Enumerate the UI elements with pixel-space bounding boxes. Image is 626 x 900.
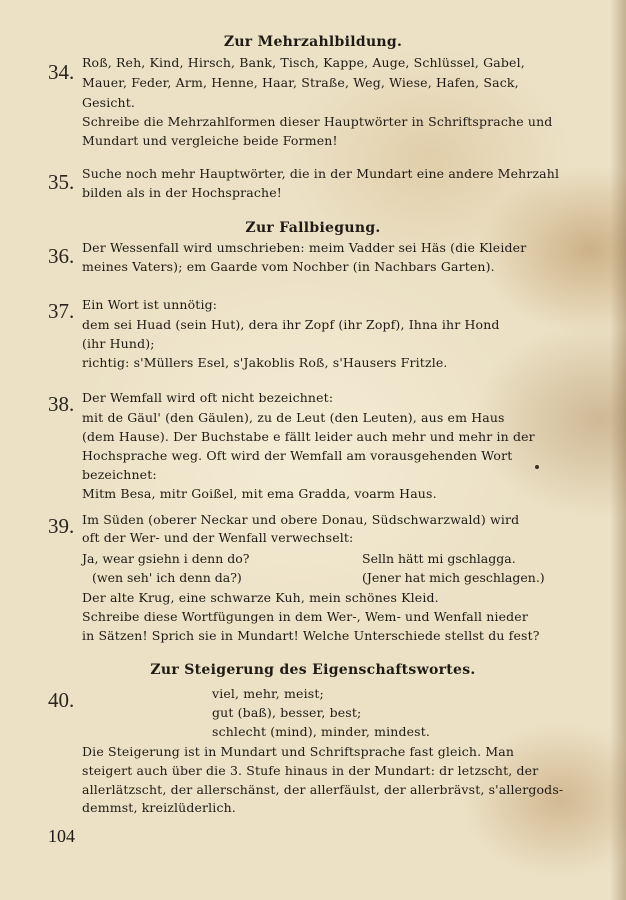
exercise-35-line-2: bilden als in der Hochsprache! — [82, 185, 282, 200]
exercise-37-line-3: (ihr Hund); — [82, 336, 155, 351]
heading-fallbiegung: Zur Fallbiegung. — [245, 220, 381, 236]
exercise-number-38: 38. — [48, 392, 75, 416]
exercise-number-35: 35. — [48, 170, 75, 194]
heading-mehrzahlbildung: Zur Mehrzahlbildung. — [223, 34, 403, 50]
ink-speck — [535, 465, 539, 469]
exercise-34-line-2: Mauer, Feder, Arm, Henne, Haar, Straße, Weg, Wiese, Hafen, Sack, — [82, 75, 519, 90]
exercise-number-37: 37. — [48, 299, 75, 323]
exercise-36-line-2: meines Vaters); em Gaarde vom Nochber (in Nachbars Garten). — [82, 259, 495, 274]
exercise-38-line-4: Hochsprache weg. Oft wird der Wemfall am vorausgehenden Wort — [82, 448, 513, 463]
exercise-39-line-5: in Sätzen! Sprich sie in Mundart! Welche Unterschiede stellst du fest? — [82, 628, 540, 643]
exercise-38-line-6: Mitm Besa, mitr Goißel, mit ema Gradda, voarm Haus. — [82, 486, 437, 501]
exercise-39-example-standard-left: (wen seh' ich denn da?) — [92, 570, 242, 585]
exercise-40-line-4: demmst, kreizlüderlich. — [82, 800, 236, 815]
exercise-39-example-standard-right: (Jener hat mich geschlagen.) — [362, 570, 545, 585]
exercise-40-line-1: Die Steigerung ist in Mundart und Schriftsprache fast gleich. Man — [82, 744, 515, 759]
exercise-39-line-3: Der alte Krug, eine schwarze Kuh, mein schönes Kleid. — [82, 590, 439, 605]
exercise-39-example-dialect-right: Selln hätt mi gschlagga. — [362, 551, 516, 566]
exercise-38-line-1: Der Wemfall wird oft nicht bezeichnet: — [82, 390, 334, 405]
exercise-34-line-5: Mundart und vergleiche beide Formen! — [82, 133, 338, 148]
exercise-34-line-4: Schreibe die Mehrzahlformen dieser Hauptwörter in Schriftsprache und — [82, 114, 553, 129]
exercise-38-line-5: bezeichnet: — [82, 467, 157, 482]
exercise-37-line-1: Ein Wort ist unnötig: — [82, 297, 218, 312]
exercise-40-form-3: schlecht (mind), minder, mindest. — [212, 724, 431, 739]
exercise-40-line-2: steigert auch über die 3. Stufe hinaus in der Mundart: dr letzscht, der — [82, 763, 539, 778]
exercise-40-form-1: viel, mehr, meist; — [212, 686, 324, 701]
exercise-40-line-3: allerlätzscht, der allerschänst, der allerfäulst, der allerbrävst, s'allergods- — [82, 782, 564, 797]
exercise-36-line-1: Der Wessenfall wird umschrieben: meim Vadder sei Häs (die Kleider — [82, 240, 527, 255]
exercise-37-line-2: dem sei Huad (sein Hut), dera ihr Zopf (ihr Zopf), Ihna ihr Hond — [82, 317, 500, 332]
exercise-39-line-2: oft der Wer- und der Wenfall verwechselt: — [82, 530, 354, 545]
exercise-39-example-dialect-left: Ja, wear gsiehn i denn do? — [82, 551, 250, 566]
exercise-39-line-4: Schreibe diese Wortfügungen in dem Wer-, Wem- und Wenfall nieder — [82, 609, 528, 624]
exercise-39-line-1: Im Süden (oberer Neckar und obere Donau, Südschwarzwald) wird — [82, 512, 520, 527]
page-number: 104 — [48, 826, 75, 846]
exercise-38-line-2: mit de Gäul' (den Gäulen), zu de Leut (den Leuten), aus em Haus — [82, 410, 505, 425]
exercise-38-line-3: (dem Hause). Der Buchstabe e fällt leider auch mehr und mehr in der — [82, 429, 535, 444]
heading-steigerung: Zur Steigerung des Eigenschaftswortes. — [150, 662, 476, 678]
exercise-number-34: 34. — [48, 60, 75, 84]
exercise-number-40: 40. — [48, 688, 75, 712]
exercise-34-line-3: Gesicht. — [82, 95, 136, 110]
exercise-35-line-1: Suche noch mehr Hauptwörter, die in der Mundart eine andere Mehrzahl — [82, 166, 560, 181]
exercise-40-form-2: gut (baß), besser, best; — [212, 705, 362, 720]
exercise-number-39: 39. — [48, 514, 75, 538]
exercise-34-line-1: Roß, Reh, Kind, Hirsch, Bank, Tisch, Kappe, Auge, Schlüssel, Gabel, — [82, 55, 525, 70]
exercise-37-line-4: richtig: s'Müllers Esel, s'Jakoblis Roß, s'Hausers Fritzle. — [82, 355, 448, 370]
exercise-number-36: 36. — [48, 244, 75, 268]
